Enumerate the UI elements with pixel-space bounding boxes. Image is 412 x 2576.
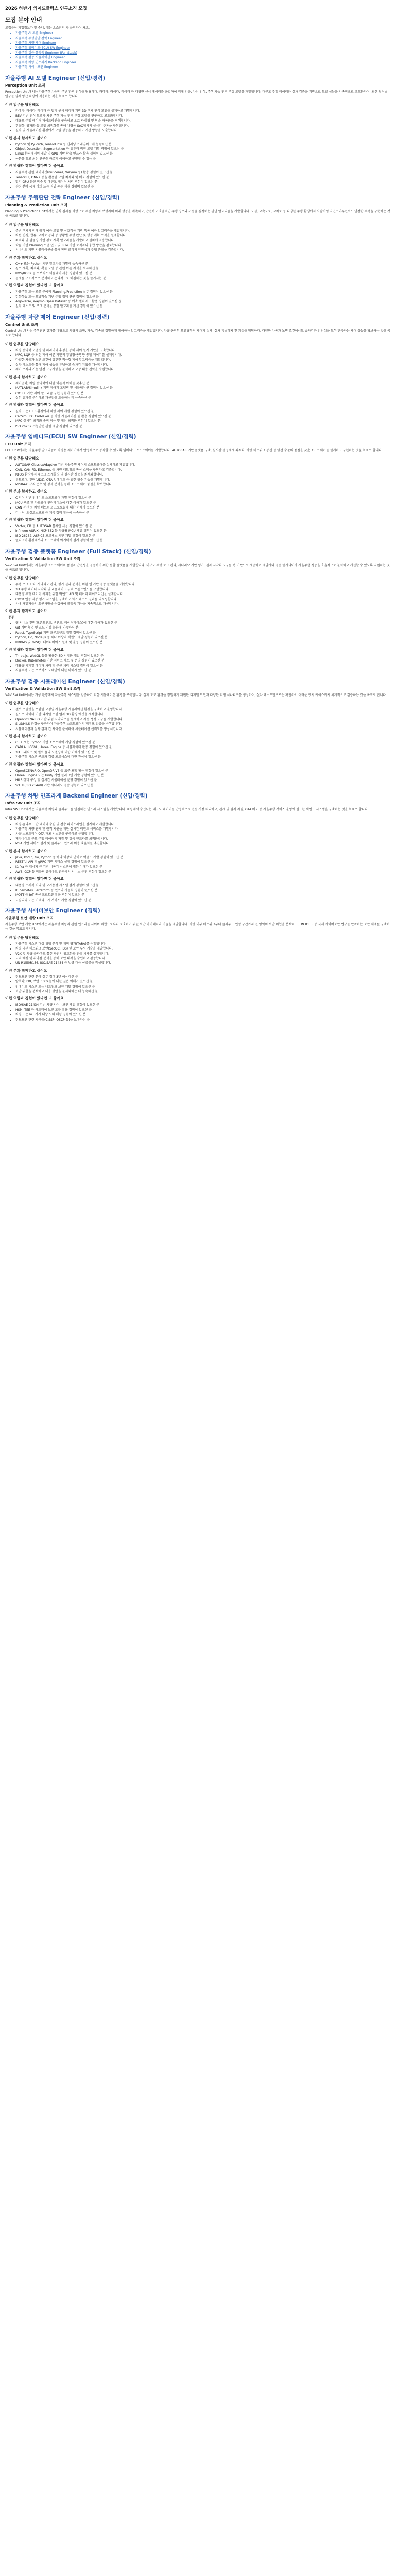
job-title: 자율주행 차량 제어 Engineer (신입/경력) bbox=[5, 314, 110, 320]
list-item: • 모의 해킹 및 취약점 분석을 통해 보안 대책을 수립하고 검증합니다. bbox=[15, 956, 406, 961]
job-title: 자율주행 임베디드(ECU) SW Engineer (신입/경력) bbox=[5, 433, 136, 440]
list-item: • 최적화 및 샘플링 기반 경로 계획 알고리즘을 개발하고 실차에 적용합니다. bbox=[15, 238, 406, 243]
list-item: • ISO/SAE 21434 기반 차량 사이버보안 개발 경험이 있으신 분 bbox=[15, 1003, 406, 1007]
list-item: • C/C++ 기반 제어 알고리즘 구현 경험이 있으신 분 bbox=[15, 391, 406, 396]
list-item: • CarSim, IPG CarMaker 등 차량 시뮬레이션 툴 활용 경험이 있으신 분 bbox=[15, 414, 406, 419]
list-item: • RTOS 환경에서 태스크 스케줄링 및 실시간 성능을 최적화합니다. bbox=[15, 472, 406, 477]
list-item: • 시뮬레이션과 실차 결과 간 차이를 분석하여 시뮬레이션 신뢰도를 향상시킵니다. bbox=[15, 727, 406, 732]
org-unit: Verification & Validation SW Unit 조직 bbox=[5, 556, 81, 561]
group-heading: 이런 분과 함께하고 싶어요 bbox=[5, 375, 47, 379]
list-item: • Python 및 PyTorch, TensorFlow 등 딥러닝 프레임워크에 능숙하신 분 bbox=[15, 142, 406, 147]
group-heading: 이런 역량과 경험이 있다면 더 좋아요 bbox=[5, 164, 64, 168]
job-description: 자율주행 보안 개발 Unit에서는 자율주행 차량과 관련 인프라를 사이버 위협으로부터 보호하기 위한 보안 아키텍처와 기술을 개발합니다. 차량 내부 네트워크부터 클라우드 연동 구간까지 전 영역의 보안 위협을 분석하고, UN R155 등 국제 사이버보안 법규를 만족하는 보안 체계를 구축하는 것을 목표로 합니다. bbox=[5, 922, 390, 931]
list-item: • CI/CD 연동 자동 평가 시스템을 구축하고 회귀 테스트 결과를 리포팅합니다. bbox=[15, 597, 406, 602]
document-title: 2026 하반기 의이드클럭스 연구소직 모집 bbox=[5, 6, 87, 11]
list-item: • MSA 기반 서비스 설계 및 클라우드 인프라 비용 효율화를 추진합니다. bbox=[15, 841, 406, 846]
list-item: • RESTful API 및 gRPC 기반 서비스 설계 경험이 있으신 분 bbox=[15, 860, 406, 865]
list-item: • 실차 및 시뮬레이션 환경에서 모델 성능을 검증하고 개선 방향을 도출합니다. bbox=[15, 128, 406, 133]
org-unit: 자율주행 보안 개발 Unit 조직 bbox=[5, 916, 54, 920]
list-item: • 주변 객체의 미래 궤적 예측 모델 및 상호작용 기반 행동 예측 알고리즘을 개발합니다. bbox=[15, 229, 406, 233]
job-description: V&V SW Unit에서는 가상 환경에서 자율주행 시스템을 검증하기 위한 시뮬레이션 환경을 구축합니다. 실제 도로 환경을 정밀하게 재현한 디지털 트윈과 다양한 위험 시나리오를 생성하여, 실차 테스트만으로는 확인하기 어려운 엣지 케이스까지 체계적으로 검증하는 것을 목표로 합니다. bbox=[5, 693, 387, 697]
group-heading: 이런 분과 함께하고 싶어요 bbox=[5, 489, 47, 494]
group-heading: 이런 역량과 경험이 있다면 더 좋아요 bbox=[5, 647, 64, 652]
job-section bbox=[5, 74, 406, 190]
job-description: ECU Unit에서는 자율주행 알고리즘이 차량용 제어기에서 안정적으로 동작할 수 있도록 임베디드 소프트웨어를 개발합니다. AUTOSAR 기반 플랫폼 구축, 실시간 운영체제 최적화, 차량 네트워크 통신 등 양산 수준의 품질을 갖춘 소프트웨어를 설계하고 구현하는 것을 목표로 합니다. bbox=[5, 448, 383, 452]
list-item: • 디버거, 오실로스코프 등 계측 장비 활용에 능숙하신 분 bbox=[15, 511, 406, 515]
list-item: • 암호학, PKI, 보안 프로토콜에 대한 깊은 이해가 있으신 분 bbox=[15, 979, 406, 984]
org-unit: Control Unit 조직 bbox=[5, 322, 38, 327]
list-item: • AWS, GCP 등 퍼블릭 클라우드 환경에서 서비스 운영 경험이 있으신 분 bbox=[15, 870, 406, 874]
list-item: • ISO 26262, ASPICE 프로세스 기반 개발 경험이 있으신 분 bbox=[15, 534, 406, 538]
list-item: • 문제를 구조적으로 분석하고 논리적으로 해결하는 것을 즐기시는 분 bbox=[15, 276, 406, 281]
list-item: • SILS/HILS 환경을 구축하여 자율주행 소프트웨어의 폐루프 검증을 수행합니다. bbox=[15, 722, 406, 726]
table-of-contents bbox=[5, 31, 406, 70]
bullet-list bbox=[5, 740, 406, 760]
list-item: • 모빌리티 또는 커넥티드카 서비스 개발 경험이 있으신 분 bbox=[15, 898, 406, 903]
list-item: • 멀티 GPU 분산 학습 및 대규모 데이터 처리 경험이 있으신 분 bbox=[15, 180, 406, 184]
group-heading: 이런 분과 함께하고 싶어요 bbox=[5, 734, 47, 738]
list-item: • 주행 로그 조회, 시나리오 관리, 평가 결과 분석을 위한 웹 기반 검증 플랫폼을 개발합니다. bbox=[15, 582, 406, 587]
list-item: • 차량 내부 네트워크 보안(SecOC, IDS) 및 보안 부팅 기술을 개발합니다. bbox=[15, 946, 406, 951]
group-sub-label: 공통 bbox=[8, 616, 14, 620]
page bbox=[0, 0, 412, 1022]
list-item: • MATLAB/Simulink 기반 제어기 모델링 및 시뮬레이션 경험이 있으신 분 bbox=[15, 386, 406, 391]
bullet-list bbox=[5, 621, 406, 645]
job-title: 자율주행 AI 모델 Engineer (신입/경력) bbox=[5, 75, 106, 81]
bullet-list bbox=[5, 170, 406, 190]
list-item: • C++ 또는 Python 기반 알고리즘 개발에 능숙하신 분 bbox=[15, 262, 406, 266]
bullet-list bbox=[5, 883, 406, 903]
list-item: • 3D 주행 데이터 시각화 및 리플레이 도구의 프론트엔드를 구현합니다. bbox=[15, 587, 406, 592]
list-item: • CARLA, LGSVL, Unreal Engine 등 시뮬레이터 활용 경험이 있으신 분 bbox=[15, 745, 406, 750]
org-unit: Perception Unit 조직 bbox=[5, 83, 45, 88]
job-description: V&V SW Unit에서는 자율주행 소프트웨어의 품질과 안전성을 검증하기 위한 통합 플랫폼을 개발합니다. 대규모 주행 로그 관리, 시나리오 기반 평가, 결과 시각화 도구를 웹 기반으로 제공하여 개발자와 검증 엔지니어가 자율주행 성능을 효율적으로 분석하고 개선할 수 있도록 지원하는 것을 목표로 합니다. bbox=[5, 563, 390, 572]
list-item: • MPC, LQR 등 최신 제어 이론 기반의 횡방향·종방향 통합 제어기를 설계합니다. bbox=[15, 353, 406, 358]
list-item: • 자율주행 또는 로보틱스 도메인에 대한 이해가 있으신 분 bbox=[15, 668, 406, 673]
list-item: • 사내 개발자들의 요구사항을 수집하여 플랫폼 기능을 지속적으로 개선합니다. bbox=[15, 602, 406, 606]
list-item: • 차량 소프트웨어 OTA 배포 시스템을 구축하고 운영합니다. bbox=[15, 832, 406, 836]
list-item: • Argoverse, Waymo Open Dataset 등 예측 벤치마크 활용 경험이 있으신 분 bbox=[15, 299, 406, 304]
bullet-list bbox=[5, 822, 406, 846]
list-item: • CAN 통신 등 차량 네트워크 프로토콜에 대한 이해가 있으신 분 bbox=[15, 505, 406, 510]
group-heading: 이런 분과 함께하고 싶어요 bbox=[5, 609, 47, 614]
group-heading: 이런 역량과 경험이 있다면 더 좋아요 bbox=[5, 403, 64, 408]
bullet-list bbox=[5, 975, 406, 994]
list-item: • 경로 계획, 최적화, 확률 모델 등 관련 이론 지식을 보유하신 분 bbox=[15, 266, 406, 271]
bullet-list bbox=[5, 463, 406, 487]
list-item: • Kafka 등 메시지 큐 기반 비동기 시스템에 대한 이해가 있으신 분 bbox=[15, 865, 406, 869]
list-item: • Docker, Kubernetes 기반 서비스 배포 및 운영 경험이 있으신 분 bbox=[15, 658, 406, 663]
bullet-list bbox=[5, 524, 406, 544]
list-item: • 웹 서비스 전반(프론트엔드, 백엔드, 데이터베이스)에 대한 이해가 있으신 분 bbox=[15, 621, 406, 625]
list-item: • 자율주행 시스템 대상 위협 분석 및 위험 평가(TARA)를 수행합니다. bbox=[15, 942, 406, 946]
list-item: • Three.js, WebGL 등을 활용한 3D 시각화 개발 경험이 있으신 분 bbox=[15, 654, 406, 658]
bullet-list bbox=[5, 707, 406, 732]
job-title: 자율주행 검증 플랫폼 Engineer (Full Stack) (신입/경력) bbox=[5, 548, 151, 555]
toc-link[interactable]: • 자율주행 검증 플랫폼 Engineer (Full Stack) bbox=[15, 50, 406, 55]
job-description: Perception Unit에서는 자율주행 차량의 주변 환경 인식을 담당하며, 카메라, 라이다, 레이더 등 다양한 센서 데이터를 융합하여 객체 검출, 차선 인식, 주행 가능 영역 추정 모델을 개발합니다. 대규모 주행 데이터와 실차 검증을 기반으로 모델 성능을 지속적으로 고도화하며, 최신 딥러닝 연구를 실제 양산 차량에 적용하는 것을 목표로 합니다. bbox=[5, 90, 388, 99]
job-section bbox=[5, 677, 406, 788]
org-unit: ECU Unit 조직 bbox=[5, 442, 31, 446]
bullet-list bbox=[5, 262, 406, 281]
list-item: • 실도로 데이터 기반 디지털 트윈 맵과 3D 환경 에셋을 제작합니다. bbox=[15, 712, 406, 717]
list-item: • 보안 위협을 분석하고 대응 방안을 문서화하는 데 능숙하신 분 bbox=[15, 989, 406, 994]
group-heading: 이런 역량과 경험이 있다면 더 좋아요 bbox=[5, 518, 64, 522]
job-section bbox=[5, 433, 406, 544]
list-item: • MCU 구조 및 하드웨어 인터페이스에 대한 이해가 있으신 분 bbox=[15, 501, 406, 505]
bullet-list bbox=[5, 855, 406, 875]
list-item: • Object Detection, Segmentation 등 컴퓨터 비전 모델 개발 경험이 있으신 분 bbox=[15, 147, 406, 151]
job-title: 자율주행 검증 시뮬레이션 Engineer (신입/경력) bbox=[5, 678, 125, 685]
list-item: • MISRA-C 규칙 준수 및 정적 분석을 통해 소프트웨어 품질을 확보합니다. bbox=[15, 482, 406, 487]
toc-link[interactable]: • 자율주행 차량 인프라계 Backend Engineer bbox=[15, 60, 406, 65]
list-item: • Git 기반 협업 및 코드 리뷰 문화에 익숙하신 분 bbox=[15, 625, 406, 630]
toc-link[interactable]: • 자율주행 검증 시뮬레이션 Engineer bbox=[15, 55, 406, 60]
group-heading: 이런 역량과 경험이 있다면 더 좋아요 bbox=[5, 762, 64, 767]
list-item: • 제어 로직의 기능 안전 요구사항을 분석하고 고장 대응 전략을 수립합니다. bbox=[15, 367, 406, 372]
bullet-list bbox=[5, 409, 406, 429]
group-heading: 이런 업무를 담당해요 bbox=[5, 456, 39, 461]
toc-link[interactable]: • 자율주행 차량 제어 Engineer bbox=[15, 41, 406, 45]
list-item: • AUTOSAR Classic/Adaptive 기반 자율주행 제어기 소프트웨어를 설계하고 개발합니다. bbox=[15, 463, 406, 467]
list-item: • Kubernetes, Terraform 등 인프라 자동화 경험이 있으신 분 bbox=[15, 888, 406, 893]
list-item: • Unreal Engine 또는 Unity 기반 플러그인 개발 경험이 있으신 분 bbox=[15, 773, 406, 778]
group-heading: 이런 분과 함께하고 싶어요 bbox=[5, 135, 47, 140]
list-item: • 자율주행 차량 관제 및 원격 지원을 위한 실시간 백엔드 서비스를 개발합니다. bbox=[15, 827, 406, 832]
bullet-list bbox=[5, 654, 406, 673]
list-item: • 3D 그래픽스 및 센서 물리 모델링에 대한 이해가 있으신 분 bbox=[15, 750, 406, 755]
group-heading: 이런 업무를 담당해요 bbox=[5, 576, 39, 581]
group-heading: 이런 분과 함께하고 싶어요 bbox=[5, 849, 47, 853]
list-item: • 실차 또는 HILS 환경에서 차량 제어 개발 경험이 있으신 분 bbox=[15, 409, 406, 414]
list-item: • 실험 결과를 분석하고 개선점을 도출하는 데 능숙하신 분 bbox=[15, 396, 406, 400]
list-item: • 논문을 읽고 최신 연구를 빠르게 이해하고 구현할 수 있는 분 bbox=[15, 157, 406, 161]
list-item: • 자율주행 관련 데이터셋(nuScenes, Waymo 등) 활용 경험이 있으신 분 bbox=[15, 170, 406, 175]
list-item: • 대용량 트래픽 처리 및 고가용성 시스템 설계 경험이 있으신 분 bbox=[15, 883, 406, 888]
list-item: • SOTIF(ISO 21448) 기반 시나리오 검증 경험이 있으신 분 bbox=[15, 783, 406, 788]
group-heading: 이런 업무를 담당해요 bbox=[5, 935, 39, 940]
list-item: • ISO 26262 기능안전 관련 개발 경험이 있으신 분 bbox=[15, 424, 406, 429]
toc-link[interactable]: • 자율주행 임베디드(ECU) SW Engineer bbox=[15, 46, 406, 50]
list-item: • TensorRT, ONNX 등을 활용한 모델 최적화 및 배포 경험이 있으신 분 bbox=[15, 175, 406, 180]
group-heading: 이런 역량과 경험이 있다면 더 좋아요 bbox=[5, 877, 64, 882]
list-item: • 실차 테스트를 통해 제어 성능을 튜닝하고 승차감 지표를 개선합니다. bbox=[15, 363, 406, 367]
job-title: 자율주행 주행판단 전략 Engineer (신입/경력) bbox=[5, 194, 120, 201]
job-description: Control Unit에서는 주행판단 결과를 바탕으로 차량의 조향, 가속, 감속을 정밀하게 제어하는 알고리즘을 개발합니다. 차량 동역학 모델링부터 제어기 설계, 실차 튜닝까지 전 과정을 담당하며, 다양한 차종과 노면 조건에서도 승차감과 안전성을 모두 만족하는 제어 성능을 확보하는 것을 목표로 합니다. bbox=[5, 329, 390, 338]
list-item: • OpenSCENARIO, OpenDRIVE 등 표준 포맷 활용 경험이 있으신 분 bbox=[15, 769, 406, 773]
list-item: • Java, Kotlin, Go, Python 중 하나 이상의 언어로 백엔드 개발 경험이 있으신 분 bbox=[15, 855, 406, 860]
list-item: • RDBMS 및 NoSQL 데이터베이스 설계 및 운영 경험이 있으신 분 bbox=[15, 640, 406, 645]
group-heading: 이런 업무를 담당해요 bbox=[5, 222, 39, 227]
job-title: 자율주행 사이버보안 Engineer (경력) bbox=[5, 907, 100, 914]
toc-link[interactable]: • 자율주행 주행판단 전략 Engineer bbox=[15, 36, 406, 41]
list-item: • Linux 환경에서의 개발 및 GPU 기반 학습 인프라 활용 경험이 있으신 분 bbox=[15, 151, 406, 156]
list-item: • React, TypeScript 기반 프론트엔드 개발 경험이 있으신 분 bbox=[15, 631, 406, 635]
bullet-list bbox=[5, 942, 406, 966]
list-item: • Infineon AURIX, NXP S32 등 차량용 MCU 개발 경험이 있으신 분 bbox=[15, 529, 406, 533]
job-title: 자율주행 차량 인프라계 Backend Engineer (신입/경력) bbox=[5, 793, 148, 800]
list-item: • 차량-클라우드 간 데이터 수집 및 전송 파이프라인을 설계하고 개발합니다. bbox=[15, 822, 406, 827]
bullet-list bbox=[5, 142, 406, 162]
toc-link[interactable]: • 자율주행 AI 모델 Engineer bbox=[15, 31, 406, 36]
bullet-list bbox=[5, 290, 406, 309]
section-title: 모집 분야 안내 bbox=[5, 16, 42, 23]
list-item: • ROS/ROS2 등 로보틱스 미들웨어 사용 경험이 있으신 분 bbox=[15, 271, 406, 276]
list-item: • 대용량 주행 데이터 처리를 위한 백엔드 API 및 데이터 파이프라인을 설계합니다. bbox=[15, 592, 406, 597]
list-item: • MQTT 등 IoT 통신 프로토콜 활용 경험이 있으신 분 bbox=[15, 893, 406, 897]
list-item: • 센서 모델링을 포함한 고정밀 자율주행 시뮬레이션 환경을 구축하고 운영합니다. bbox=[15, 707, 406, 712]
group-heading: 이런 역량과 경험이 있다면 더 좋아요 bbox=[5, 996, 64, 1001]
bullet-list bbox=[5, 496, 406, 515]
list-item: • CAN, CAN-FD, Ethernet 등 차량 네트워크 통신 스택을 구현하고 검증합니다. bbox=[15, 468, 406, 472]
job-description: Infra SW Unit에서는 자율주행 차량과 클라우드를 연결하는 인프라 시스템을 개발합니다. 차량에서 수집되는 대규모 데이터를 안정적으로 전송·저장·처리하고, 관제 및 원격 지원, OTA 배포 등 자율주행 서비스 운영에 필요한 백엔드 시스템을 구축하는 것을 목표로 합니다. bbox=[5, 808, 369, 812]
list-item: • Python, Go, Node.js 중 하나 이상의 백엔드 개발 경험이 있으신 분 bbox=[15, 635, 406, 640]
intro-text: 모집분야 기업정보가 맞 습니, 채는 요소외의 가 운영하여 채요. bbox=[5, 26, 90, 30]
job-section bbox=[5, 792, 406, 903]
list-item: • 실차 테스트 및 로그 분석을 통한 알고리즘 개선 경험이 있으신 분 bbox=[15, 304, 406, 309]
group-heading: 이런 업무를 담당해요 bbox=[5, 816, 39, 820]
job-section bbox=[5, 907, 406, 1022]
list-item: • 시나리오 기반 시뮬레이션을 통해 판단 로직의 안전성과 주행 품질을 검증합니다. bbox=[15, 248, 406, 252]
list-item: • 관련 분야 국제 학회 또는 저널 논문 게재 경험이 있으신 분 bbox=[15, 184, 406, 189]
list-item: • V2X 및 차량-클라우드 통신 구간의 암호화와 인증 체계를 설계합니다. bbox=[15, 952, 406, 956]
org-unit: Verification & Validation SW Unit 조직 bbox=[5, 686, 81, 691]
list-item: • Vector, EB 등 AUTOSAR 툴체인 사용 경험이 있으신 분 bbox=[15, 524, 406, 529]
list-item: • 임베디드 시스템 또는 네트워크 보안 개발 경험이 있으신 분 bbox=[15, 985, 406, 989]
list-item: • 자율주행 또는 로봇 분야의 Planning/Prediction 실무 경험이 있으신 분 bbox=[15, 290, 406, 294]
group-heading: 이런 분과 함께하고 싶어요 bbox=[5, 968, 47, 973]
list-item: • 대용량 시계열 데이터 처리 및 분산 처리 시스템 경험이 있으신 분 bbox=[15, 664, 406, 668]
list-item: • 멀티코어 환경에서의 소프트웨어 아키텍처 설계 경험이 있으신 분 bbox=[15, 538, 406, 543]
org-unit: Planning & Prediction Unit 조직 bbox=[5, 202, 67, 207]
group-heading: 이런 업무를 담당해요 bbox=[5, 701, 39, 705]
job-section bbox=[5, 194, 406, 309]
list-item: • 다양한 차종과 노면 조건에 강건한 적응형 제어 알고리즘을 개발합니다. bbox=[15, 358, 406, 362]
list-item: • C 언어 기반 임베디드 소프트웨어 개발 경험이 있으신 분 bbox=[15, 496, 406, 500]
list-item: • 카메라, 라이다, 레이더 등 멀티 센서 데이터 기반 3D 객체 인식 모델을 설계하고 개발합니다. bbox=[15, 109, 406, 113]
group-heading: 이런 업무를 담당해요 bbox=[5, 342, 39, 346]
list-item: • UN R155/R156, ISO/SAE 21434 등 법규 대응 산출물을 작성합니다. bbox=[15, 961, 406, 965]
job-section bbox=[5, 313, 406, 429]
list-item: • 차선 변경, 합류, 교차로 통과 등 상황별 주행 판단 및 행동 계획 로직을 설계합니다. bbox=[15, 233, 406, 238]
bullet-list bbox=[5, 229, 406, 253]
job-description: Planning & Prediction Unit에서는 인식 결과를 바탕으로 주변 차량과 보행자의 미래 행동을 예측하고, 안전하고 효율적인 주행 경로와 거동을 결정하는 판단 알고리즘을 개발합니다. 도심, 고속도로, 교차로 등 다양한 주행 환경에서 사람처럼 자연스러우면서도 안전한 주행을 구현하는 것을 목표로 합니다. bbox=[5, 209, 390, 218]
list-item: • C++ 또는 Python 기반 소프트웨어 개발 경험이 있으신 분 bbox=[15, 740, 406, 745]
list-item: • 페타바이트 규모 주행 데이터의 저장 및 검색 인프라를 최적화합니다. bbox=[15, 837, 406, 841]
list-item: • 자율주행 시스템 구조와 검증 프로세스에 대한 관심이 있으신 분 bbox=[15, 755, 406, 759]
list-item: • 강화학습 또는 모방학습 기반 주행 정책 연구 경험이 있으신 분 bbox=[15, 295, 406, 299]
group-heading: 이런 분과 함께하고 싶어요 bbox=[5, 255, 47, 260]
list-item: • 부트로더, 진단(UDS), OTA 업데이트 등 양산 필수 기능을 개발합니다. bbox=[15, 478, 406, 482]
list-item: • 제어공학, 차량 동역학에 대한 이론적 이해를 갖추신 분 bbox=[15, 381, 406, 386]
list-item: • HILS 장비 구성 및 실시간 시뮬레이션 운영 경험이 있으신 분 bbox=[15, 778, 406, 783]
recruitment-fields bbox=[5, 74, 406, 1022]
bullet-list bbox=[5, 582, 406, 606]
bullet-list bbox=[5, 1003, 406, 1022]
list-item: • 차량 또는 IoT 기기 대상 모의 해킹 경험이 있으신 분 bbox=[15, 1012, 406, 1017]
list-item: • 경량화, 양자화 등 모델 최적화를 통해 차량용 SoC에서의 실시간 추론을 구현합니다. bbox=[15, 124, 406, 128]
list-item: • 차량 동역학 모델링 및 파라미터 추정을 통해 제어 설계 기반을 구축합니다. bbox=[15, 348, 406, 353]
group-heading: 이런 역량과 경험이 있다면 더 좋아요 bbox=[5, 283, 64, 288]
list-item: • HSM, TEE 등 하드웨어 보안 모듈 활용 경험이 있으신 분 bbox=[15, 1008, 406, 1012]
bullet-list bbox=[5, 381, 406, 401]
list-item: • 정보보안 관련 자격증(CISSP, OSCP 등)을 보유하신 분 bbox=[15, 1018, 406, 1022]
bullet-list bbox=[5, 109, 406, 133]
toc-link[interactable]: • 자율주행 사이버보안 Engineer bbox=[15, 65, 406, 70]
list-item: • BEV 기반 인식 모델과 차선·주행 가능 영역 추정 모델을 연구하고 고도화합니다. bbox=[15, 114, 406, 118]
list-item: • 학습 기반 Planning 모델 연구 및 Rule 기반 로직과의 융합 방안을 검토합니다. bbox=[15, 243, 406, 248]
bullet-list bbox=[5, 769, 406, 788]
list-item: • 대규모 주행 데이터 파이프라인을 구축하고 오토 라벨링 및 학습 자동화를 진행합니다. bbox=[15, 118, 406, 123]
org-unit: Infra SW Unit 조직 bbox=[5, 801, 41, 806]
group-heading: 이런 업무를 담당해요 bbox=[5, 103, 39, 107]
list-item: • OpenSCENARIO 기반 위험 시나리오를 설계하고 자동 생성 도구를 개발합니다. bbox=[15, 717, 406, 722]
list-item: • MPC 실시간 최적화 솔버 적용 및 계산 최적화 경험이 있으신 분 bbox=[15, 419, 406, 423]
bullet-list bbox=[5, 348, 406, 372]
job-section bbox=[5, 548, 406, 673]
list-item: • 정보보안 관련 분야 실무 경력 3년 이상이신 분 bbox=[15, 975, 406, 979]
